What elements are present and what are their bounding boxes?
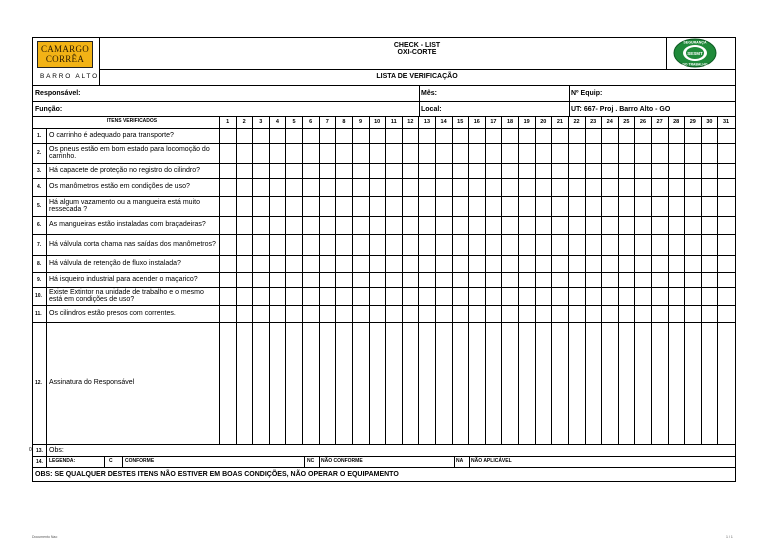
legend-na-text: NÃO APLICÁVEL <box>471 458 512 464</box>
item-text: O carrinho é adequado para transporte? <box>49 131 174 139</box>
grid-vline <box>352 116 353 444</box>
day-header-19: 19 <box>523 119 530 125</box>
grid-hline <box>32 255 736 256</box>
equip-label: Nº Equip: <box>571 90 603 97</box>
grid-hline <box>32 305 736 306</box>
legend-nc: NC <box>307 458 315 464</box>
obs-margin: 0 <box>29 447 32 453</box>
grid-vline <box>269 116 270 444</box>
logo-sub: BARRO ALTO <box>40 73 99 80</box>
grid-vline <box>319 456 320 467</box>
day-header-21: 21 <box>556 119 563 125</box>
grid-hline <box>32 456 736 457</box>
grid-vline <box>568 116 569 444</box>
day-header-29: 29 <box>689 119 696 125</box>
grid-hline <box>32 196 736 197</box>
grid-vline <box>435 116 436 444</box>
grid-hline <box>32 143 736 144</box>
item-number: 2. <box>37 150 42 156</box>
legend-num: 14. <box>36 459 43 465</box>
items-header: ITENS VERIFICADOS <box>106 118 158 124</box>
grid-hline <box>32 322 736 323</box>
grid-vline <box>668 116 669 444</box>
day-header-15: 15 <box>457 119 464 125</box>
grid-vline <box>601 116 602 444</box>
funcao-label: Função: <box>35 106 63 113</box>
day-header-20: 20 <box>540 119 547 125</box>
grid-vline <box>335 116 336 444</box>
responsavel-label: Responsável: <box>35 90 81 97</box>
item-text: Os pneus estão em bom estado para locomoção do carrinho. <box>49 145 210 160</box>
grid-vline <box>219 116 220 444</box>
logo-line1: CAMARGO <box>40 44 90 55</box>
grid-vline <box>418 116 419 444</box>
day-header-3: 3 <box>259 119 263 125</box>
legend-label: LEGENDA: <box>49 458 76 464</box>
grid-vline <box>468 116 469 444</box>
day-header-31: 31 <box>722 119 730 125</box>
item-text: Existe Extintor na unidade de trabalho e o mesmo está em condições de uso? <box>49 288 204 303</box>
grid-vline <box>46 444 47 467</box>
item-text: Os cilindros estão presos com correntes. <box>49 309 176 317</box>
page-footer-right: 1 / 1 <box>726 535 733 539</box>
day-header-12: 12 <box>407 119 414 125</box>
grid-vline <box>485 116 486 444</box>
item-text: Há capacete de proteção no registro do cilindro? <box>49 166 200 174</box>
day-header-28: 28 <box>673 119 680 125</box>
grid-vline <box>535 116 536 444</box>
logo-line2: CORRÊA <box>45 53 85 64</box>
item-number: 11. <box>35 310 42 317</box>
grid-hline <box>32 272 736 273</box>
subtitle: LISTA DE VERIFICAÇÃO <box>376 73 458 80</box>
camargo-correa-logo <box>37 41 93 68</box>
title-line2: OXI-CORTE <box>397 49 437 56</box>
day-header-6: 6 <box>309 119 313 125</box>
grid-vline <box>618 116 619 444</box>
day-header-1: 1 <box>226 119 230 125</box>
local-label: Local: <box>421 106 442 113</box>
day-header-8: 8 <box>342 119 346 125</box>
grid-vline <box>518 116 519 444</box>
grid-vline <box>285 116 286 444</box>
day-header-13: 13 <box>423 119 431 125</box>
ut-label: UT: 667- Proj . Barro Alto - GO <box>571 106 671 113</box>
grid-vline <box>122 456 123 467</box>
obs-label: Obs: <box>49 447 64 454</box>
grid-hline <box>32 467 736 468</box>
footer-obs: OBS: SE QUALQUER DESTES ITENS NÃO ESTIVER EM BOAS CONDIÇÕES, NÃO OPERAR O EQUIPAMENTO <box>35 471 399 478</box>
day-header-26: 26 <box>639 119 647 125</box>
grid-vline <box>651 116 652 444</box>
day-header-14: 14 <box>440 119 447 125</box>
seal-center-text: SESMT <box>687 51 703 56</box>
title-line1: CHECK - LIST <box>393 42 441 49</box>
item-number: 10. <box>35 293 42 299</box>
day-header-11: 11 <box>390 119 397 125</box>
grid-hline <box>32 216 736 217</box>
mes-label: Mês: <box>421 90 437 97</box>
obs-num: 13. <box>36 448 43 454</box>
item-number: 1. <box>37 132 42 139</box>
grid-hline <box>32 178 736 179</box>
grid-vline <box>402 116 403 444</box>
item-number: 8. <box>37 260 42 267</box>
legend-na: NA <box>456 458 464 464</box>
grid-vline <box>717 116 718 444</box>
grid-vline <box>469 456 470 467</box>
page-footer-left: Documento Nao <box>32 535 58 539</box>
grid-hline <box>32 444 736 445</box>
grid-vline <box>46 128 47 444</box>
day-header-24: 24 <box>606 119 613 125</box>
item-text: Assinatura do Responsável <box>49 379 135 387</box>
item-text: Há válvula corta chama nas saídas dos manômetros? <box>49 240 216 248</box>
grid-vline <box>454 456 455 467</box>
grid-vline <box>369 116 370 444</box>
legend-c: C <box>109 458 113 464</box>
day-header-4: 4 <box>275 119 279 125</box>
grid-vline <box>585 116 586 444</box>
day-header-9: 9 <box>358 119 363 125</box>
grid-vline <box>319 116 320 444</box>
day-header-18: 18 <box>506 119 514 125</box>
grid-hline <box>32 163 736 164</box>
item-number: 3. <box>37 167 42 174</box>
legend-c-text: CONFORME <box>125 458 155 464</box>
grid-hline <box>32 128 736 129</box>
item-number: 12. <box>35 380 42 386</box>
grid-vline <box>684 116 685 444</box>
day-header-23: 23 <box>590 119 597 125</box>
item-number: 6. <box>37 222 42 228</box>
grid-vline <box>452 116 453 444</box>
grid-vline <box>634 116 635 444</box>
day-header-17: 17 <box>490 119 497 125</box>
grid-vline <box>304 456 305 467</box>
grid-vline <box>501 116 502 444</box>
grid-vline <box>252 116 253 444</box>
item-text: Há algum vazamento ou a mangueira está muito ressecada ? <box>49 198 200 213</box>
grid-vline <box>302 116 303 444</box>
item-number: 7. <box>37 241 42 248</box>
grid-vline <box>385 116 386 444</box>
day-header-7: 7 <box>325 119 329 125</box>
grid-hline <box>32 234 736 235</box>
day-header-22: 22 <box>573 119 580 125</box>
day-header-10: 10 <box>374 119 381 125</box>
sesmt-seal-icon <box>672 38 718 68</box>
grid-vline <box>104 456 105 467</box>
grid-vline <box>551 116 552 444</box>
item-text: Há isqueiro industrial para acender o maçarico? <box>49 275 198 283</box>
grid-vline <box>236 116 237 444</box>
day-header-27: 27 <box>656 119 663 125</box>
day-header-16: 16 <box>473 119 480 125</box>
legend-nc-text: NÃO CONFORME <box>321 458 363 464</box>
item-number: 9. <box>37 276 42 283</box>
item-text: Há válvula de retenção de fluxo instalada? <box>49 259 181 267</box>
day-header-2: 2 <box>242 119 246 125</box>
item-text: Os manômetros estão em condições de uso? <box>49 183 190 191</box>
seal-bottom-text: DO TRABALHO <box>682 62 708 67</box>
day-header-25: 25 <box>623 119 630 125</box>
item-number: 5. <box>37 203 42 209</box>
item-text: As mangueiras estão instaladas com braçadeiras? <box>49 221 206 229</box>
item-number: 4. <box>37 184 42 190</box>
seal-top-text: SEGURANÇA <box>683 40 707 45</box>
grid-vline <box>701 116 702 444</box>
day-header-30: 30 <box>706 119 713 125</box>
day-header-5: 5 <box>292 119 296 125</box>
